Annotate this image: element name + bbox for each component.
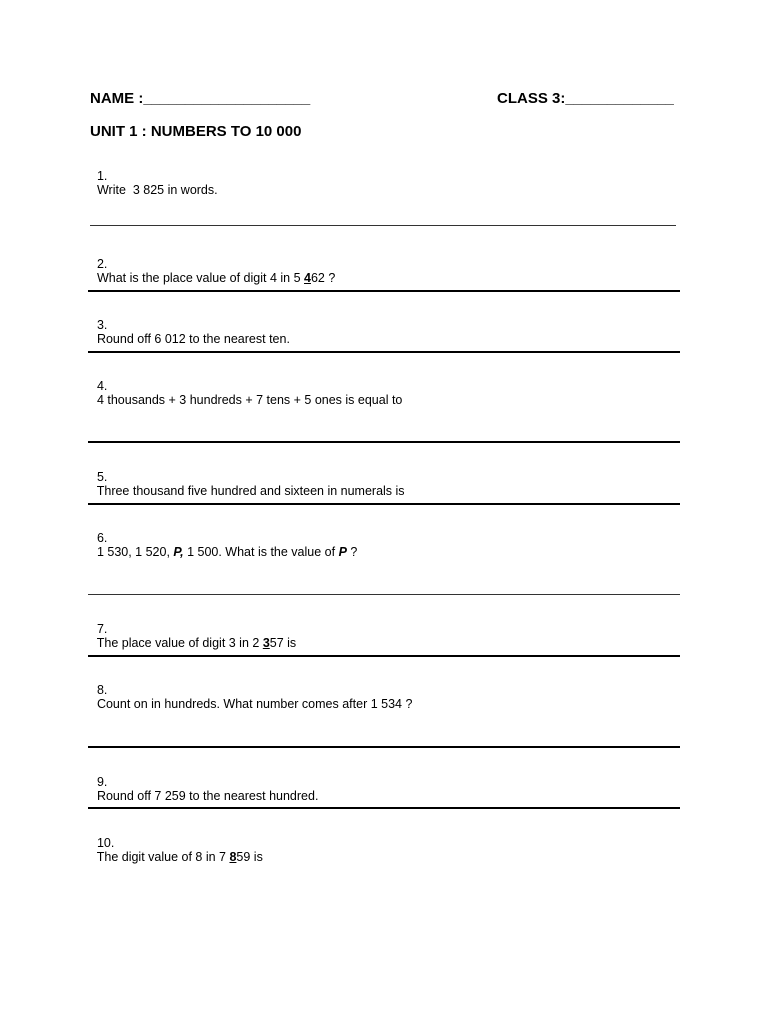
question-1 <box>90 155 218 197</box>
question-text: Write 3 825 in words. <box>96 183 218 197</box>
question-9 <box>90 761 318 803</box>
variable-p: P <box>338 545 347 559</box>
question-number: 6. <box>96 531 108 545</box>
answer-line-5[interactable] <box>88 503 680 505</box>
question-text: The digit value of 8 in 7 859 is <box>96 850 263 864</box>
answer-line-3[interactable] <box>88 351 680 353</box>
question-number: 9. <box>96 775 108 789</box>
highlighted-digit: 8 <box>229 850 237 864</box>
question-text: Round off 6 012 to the nearest ten. <box>96 332 290 346</box>
question-text: Three thousand five hundred and sixteen in numerals is <box>96 484 405 498</box>
question-text: Round off 7 259 to the nearest hundred. <box>96 789 319 803</box>
answer-line-6[interactable] <box>88 594 680 595</box>
answer-line-4[interactable] <box>88 441 680 443</box>
question-6 <box>90 517 357 559</box>
question-number: 4. <box>96 379 108 393</box>
question-text: Count on in hundreds. What number comes after 1 534 ? <box>96 697 413 711</box>
name-field[interactable]: NAME :____________________ <box>90 90 311 107</box>
answer-line-7[interactable] <box>88 655 680 657</box>
unit-title: UNIT 1 : NUMBERS TO 10 000 <box>90 123 302 140</box>
answer-line-9[interactable] <box>88 807 680 809</box>
question-text: 4 thousands + 3 hundreds + 7 tens + 5 ones is equal to <box>96 393 403 407</box>
question-number: 10. <box>96 836 115 850</box>
answer-line-2[interactable] <box>88 290 680 292</box>
question-number: 7. <box>96 622 108 636</box>
question-text: 1 530, 1 520, P, 1 500. What is the value of P ? <box>96 545 358 559</box>
question-2 <box>90 243 335 285</box>
variable-p: P, <box>173 545 184 559</box>
highlighted-digit: 4 <box>304 271 311 285</box>
question-text: The place value of digit 3 in 2 357 is <box>96 636 297 650</box>
question-number: 3. <box>96 318 108 332</box>
question-number: 2. <box>96 257 108 271</box>
question-8 <box>90 669 412 711</box>
question-7 <box>90 608 296 650</box>
question-number: 8. <box>96 683 108 697</box>
question-text: What is the place value of digit 4 in 5 462 ? <box>96 271 336 285</box>
answer-line-1[interactable] <box>90 225 676 226</box>
question-10 <box>90 822 263 864</box>
question-3 <box>90 304 290 346</box>
answer-line-8[interactable] <box>88 746 680 748</box>
question-4 <box>90 365 402 407</box>
question-number: 1. <box>96 169 108 183</box>
highlighted-digit: 3 <box>262 636 270 650</box>
class-field[interactable]: CLASS 3:_____________ <box>497 90 674 107</box>
question-5 <box>90 456 405 498</box>
question-number: 5. <box>96 470 108 484</box>
